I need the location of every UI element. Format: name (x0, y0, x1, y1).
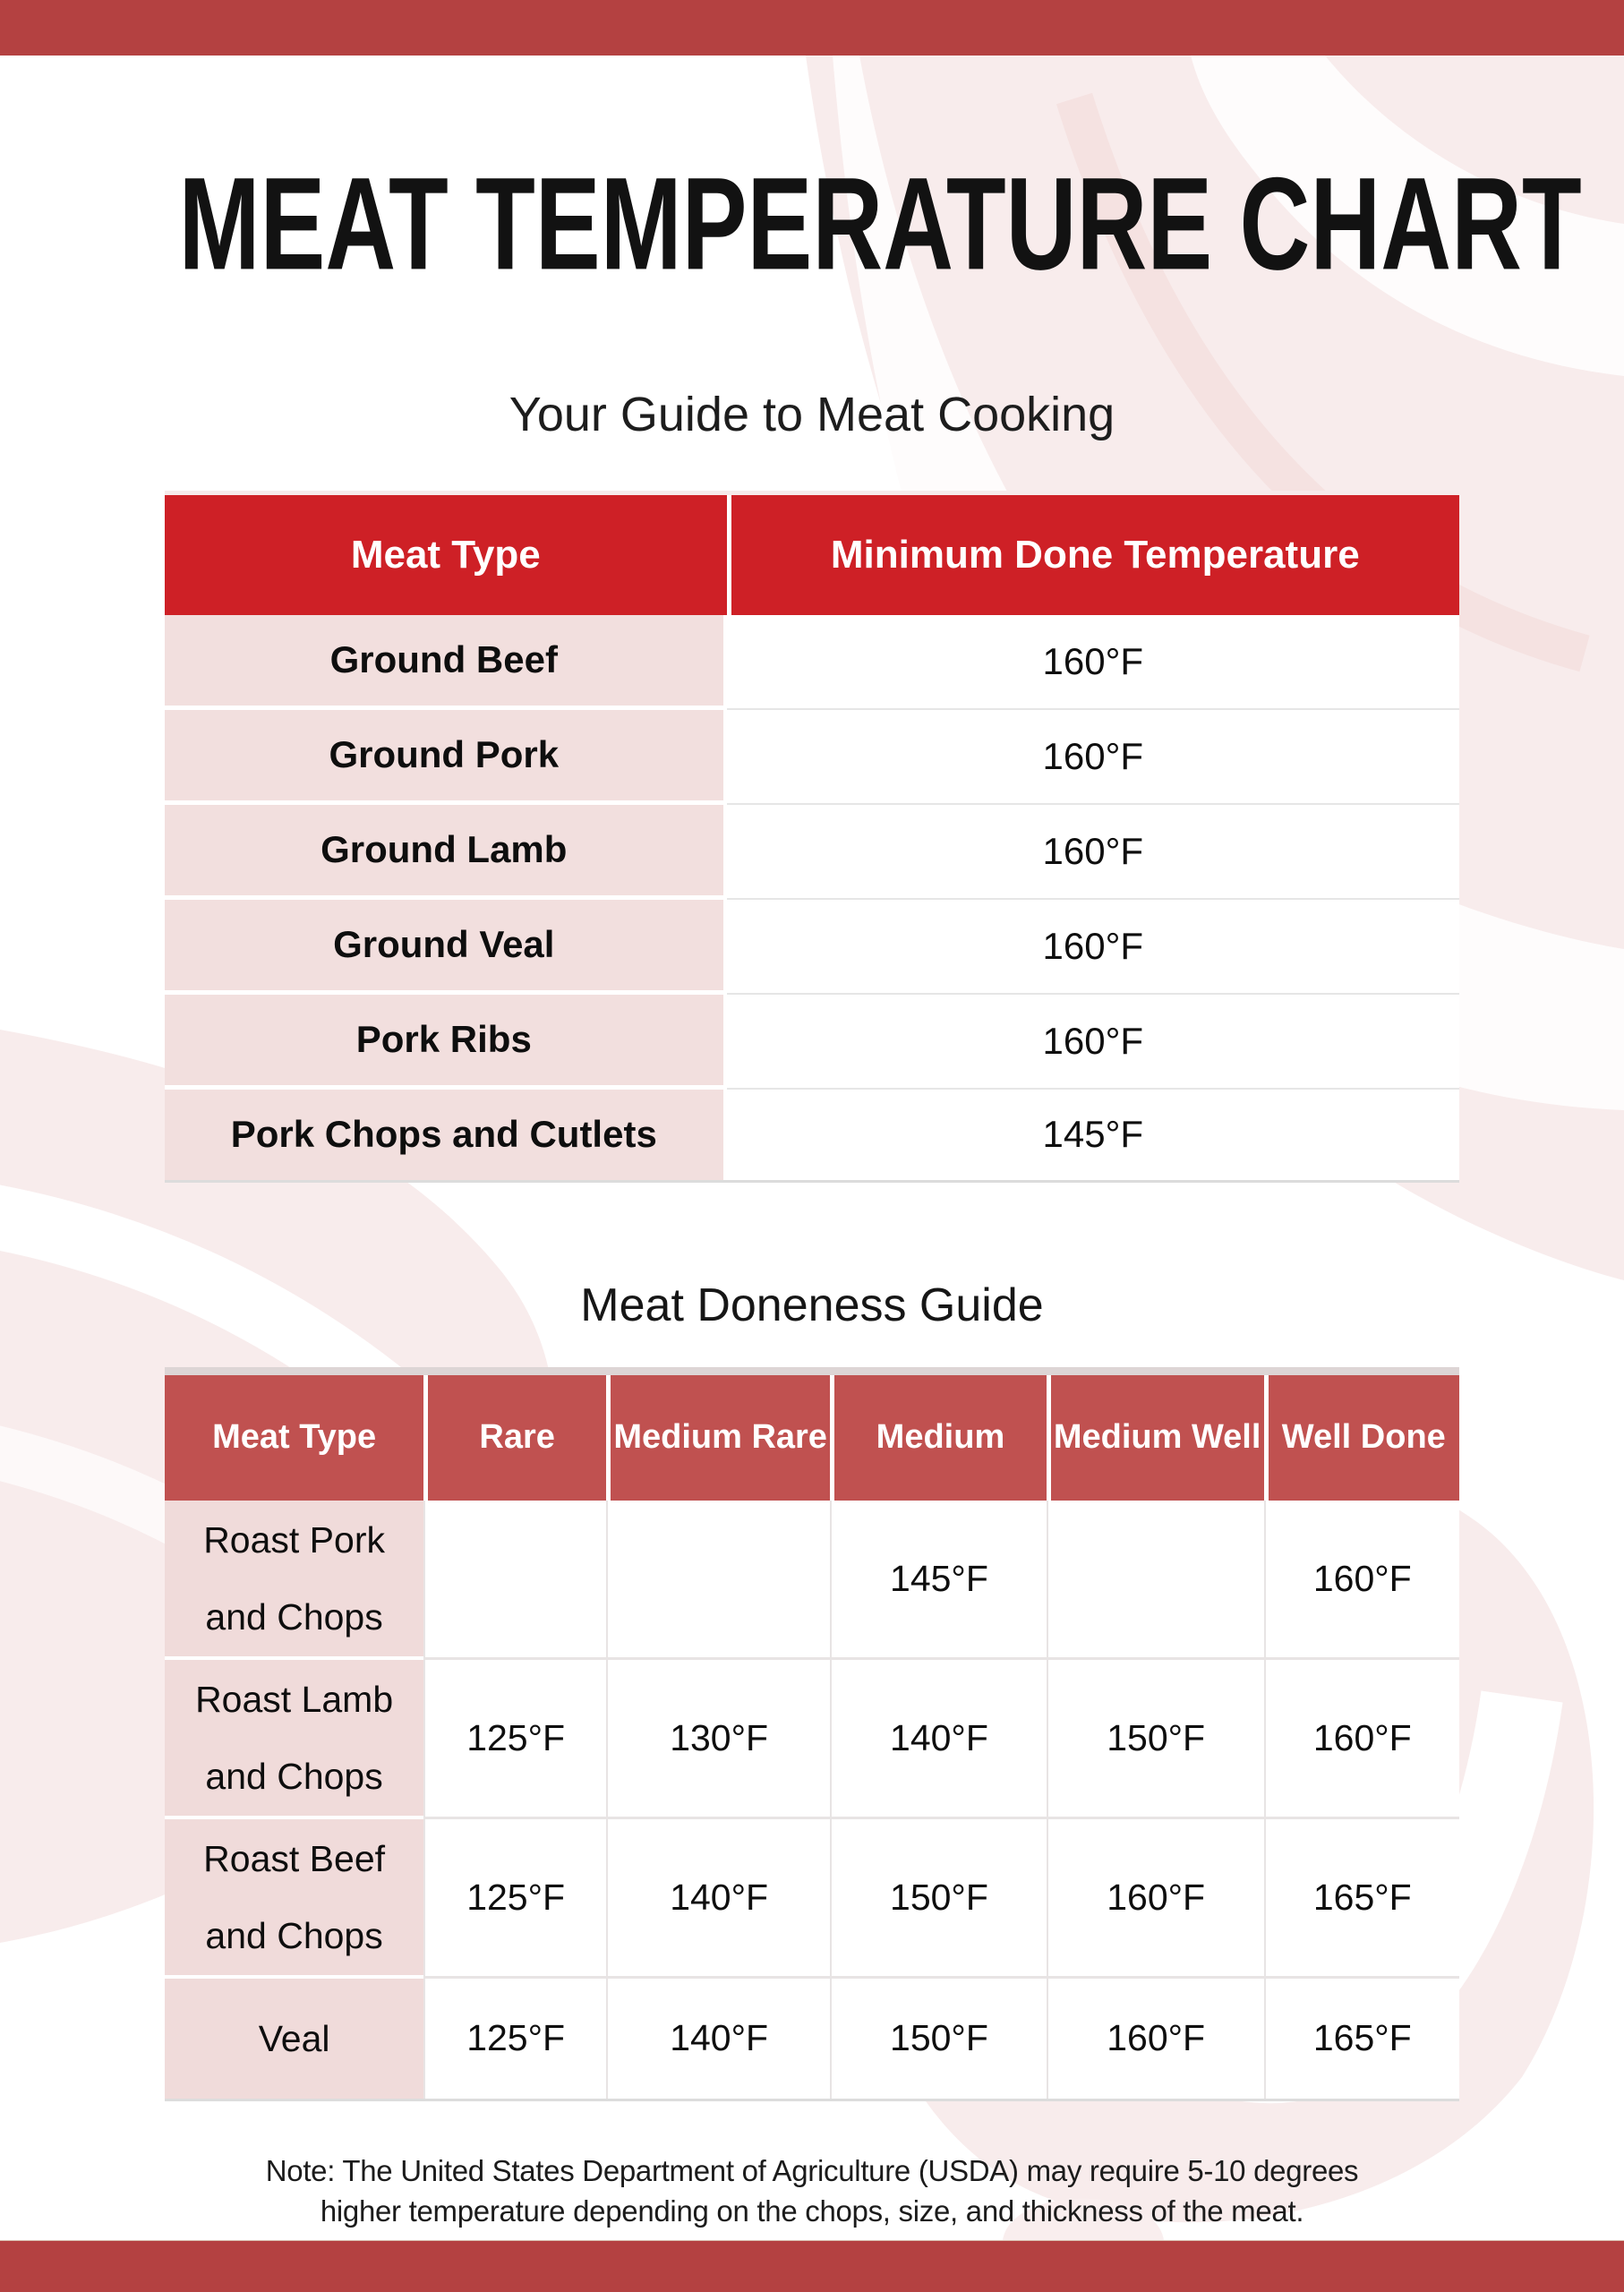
doneness-value-cell: 125°F (423, 1979, 606, 2099)
doneness-header-row (165, 1375, 1459, 1501)
doneness-value-cell: 125°F (423, 1819, 606, 1979)
meat-type-cell: Ground Beef (165, 615, 727, 710)
doneness-header-cell: Medium Well (1047, 1375, 1264, 1501)
doneness-value-cell (423, 1501, 606, 1660)
table-row (165, 1090, 1459, 1180)
doneness-value-cell: 140°F (606, 1979, 830, 2099)
bottom-accent-bar (0, 2240, 1624, 2292)
usda-note-line2: higher temperature depending on the chops, size, and thickness of the meat. (320, 2194, 1304, 2228)
meat-type-cell: Ground Pork (165, 710, 727, 805)
doneness-table-body (165, 1501, 1459, 2099)
temperature-cell: 145°F (727, 1090, 1459, 1180)
temperature-cell: 160°F (727, 900, 1459, 995)
doneness-value-cell: 165°F (1264, 1979, 1459, 2099)
doneness-value-cell: 140°F (606, 1819, 830, 1979)
doneness-meat-cell: Roast Pork and Chops (165, 1501, 423, 1660)
doneness-value-cell: 125°F (423, 1660, 606, 1819)
top-accent-bar (0, 0, 1624, 56)
doneness-meat-cell: Roast Lamb and Chops (165, 1660, 423, 1819)
meat-type-cell: Ground Lamb (165, 805, 727, 900)
meat-type-header-cell: Meat Type (165, 495, 727, 615)
doneness-header-cell: Well Done (1264, 1375, 1459, 1501)
temperature-cell: 160°F (727, 805, 1459, 900)
doneness-value-cell: 160°F (1047, 1819, 1264, 1979)
meat-type-cell: Pork Chops and Cutlets (165, 1090, 727, 1180)
temperature-cell: 160°F (727, 995, 1459, 1090)
table-row (165, 710, 1459, 805)
table-row (165, 995, 1459, 1090)
meat-doneness-table (165, 1367, 1459, 2101)
min-done-header-row (165, 495, 1459, 615)
doneness-value-cell: 160°F (1264, 1660, 1459, 1819)
doneness-value-cell: 160°F (1264, 1501, 1459, 1660)
doneness-header-cell: Medium Rare (606, 1375, 830, 1501)
doneness-header-cell: Medium (830, 1375, 1046, 1501)
doneness-value-cell: 150°F (830, 1819, 1046, 1979)
temperature-cell: 160°F (727, 710, 1459, 805)
table-row (165, 1979, 1459, 2099)
table-row (165, 1660, 1459, 1819)
table-row (165, 805, 1459, 900)
temperature-header-cell: Minimum Done Temperature (727, 495, 1459, 615)
doneness-value-cell: 160°F (1047, 1979, 1264, 2099)
doneness-value-cell (606, 1501, 830, 1660)
temperature-cell: 160°F (727, 615, 1459, 710)
min-done-temperature-table (165, 491, 1459, 1183)
table-row (165, 1819, 1459, 1979)
meat-type-cell: Pork Ribs (165, 995, 727, 1090)
doneness-value-cell: 145°F (830, 1501, 1046, 1660)
doneness-value-cell: 150°F (1047, 1660, 1264, 1819)
table-row (165, 1501, 1459, 1660)
doneness-header-cell: Rare (423, 1375, 606, 1501)
page-subtitle: Your Guide to Meat Cooking (509, 388, 1115, 441)
doneness-value-cell: 165°F (1264, 1819, 1459, 1979)
usda-note (0, 2151, 1624, 2231)
doneness-header-cell: Meat Type (165, 1375, 423, 1501)
doneness-value-cell: 150°F (830, 1979, 1046, 2099)
doneness-value-cell (1047, 1501, 1264, 1660)
min-done-table-body (165, 615, 1459, 1180)
table-row (165, 900, 1459, 995)
usda-note-line1: Note: The United States Department of Agriculture (USDA) may require 5-10 degrees (265, 2153, 1359, 2187)
meat-type-cell: Ground Veal (165, 900, 727, 995)
page-title: MEAT TEMPERATURE CHART (178, 150, 1582, 297)
doneness-meat-cell: Veal (165, 1979, 423, 2099)
doneness-meat-cell: Roast Beef and Chops (165, 1819, 423, 1979)
table-row (165, 615, 1459, 710)
doneness-guide-title: Meat Doneness Guide (580, 1279, 1044, 1331)
doneness-value-cell: 140°F (830, 1660, 1046, 1819)
doneness-value-cell: 130°F (606, 1660, 830, 1819)
